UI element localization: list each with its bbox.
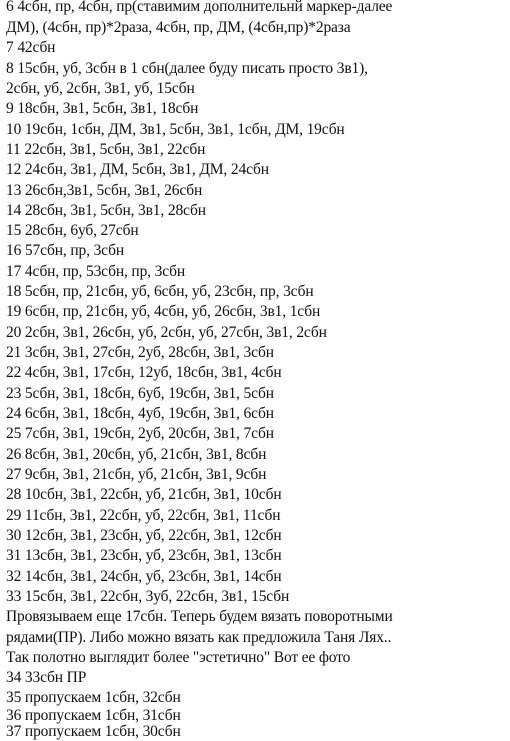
text-line-25: 28 10сбн, 3в1, 22сбн, уб, 21сбн, 3в1, 10сбн (6, 486, 282, 503)
text-line-13: 16 57сбн, пр, 3сбн (6, 242, 124, 259)
text-line-16: 19 6сбн, пр, 21сбн, уб, 4сбн, уб, 26сбн, 3в1, 1сбн (6, 303, 321, 320)
text-line-37: 37 пропускаем 1сбн, 30сбн (6, 723, 181, 740)
text-line-1: 6 4сбн, пр, 4сбн, пр(ставимим дополнительнй маркер-далее (6, 0, 393, 15)
text-line-29: 32 14сбн, 3в1, 24сбн, уб, 23сбн, 3в1, 14сбн (6, 568, 282, 585)
text-line-22: 25 7сбн, 3в1, 19сбн, 2уб, 20сбн, 3в1, 7сбн (6, 425, 274, 442)
text-line-2: ДМ), (4сбн, пр)*2раза, 4сбн, пр, ДМ, (4сбн,пр)*2раза (6, 19, 351, 36)
text-line-5: 2сбн, уб, 2сбн, 3в1, уб, 15сбн (6, 80, 195, 97)
text-line-9: 12 24сбн, 3в1, ДМ, 5сбн, 3в1, ДМ, 24сбн (6, 161, 269, 178)
text-line-19: 22 4сбн, 3в1, 17сбн, 12уб, 18сбн, 3в1, 4сбн (6, 364, 282, 381)
text-line-33: Так полотно выглядит более "эстетично" Вот ее фото (6, 649, 351, 666)
text-line-24: 27 9сбн, 3в1, 21сбн, уб, 21сбн, 3в1, 9сбн (6, 466, 267, 483)
text-line-15: 18 5сбн, пр, 21сбн, уб, 6сбн, уб, 23сбн, пр, 3сбн (6, 283, 314, 300)
text-line-7: 10 19сбн, 1сбн, ДМ, 3в1, 5сбн, 3в1, 1сбн, ДМ, 19сбн (6, 121, 345, 138)
text-line-32: рядами(ПР). Либо можно вязать как предложила Таня Лях.. (6, 629, 392, 646)
text-line-34: 34 33сбн ПР (6, 669, 87, 686)
text-line-14: 17 4сбн, пр, 53сбн, пр, 3сбн (6, 263, 186, 280)
text-line-30: 33 15сбн, 3в1, 22сбн, 3уб, 22сбн, 3в1, 15сбн (6, 588, 290, 605)
text-line-3: 7 42сбн (6, 39, 56, 56)
text-line-4: 8 15сбн, уб, 3сбн в 1 сбн(далее буду писать просто 3в1), (6, 60, 368, 77)
text-line-11: 14 28сбн, 3в1, 5сбн, 3в1, 28сбн (6, 202, 206, 219)
text-line-20: 23 5сбн, 3в1, 18сбн, 6уб, 19сбн, 3в1, 5сбн (6, 385, 274, 402)
text-line-18: 21 3сбн, 3в1, 27сбн, 2уб, 28сбн, 3в1, 3сбн (6, 344, 274, 361)
text-line-10: 13 26сбн,3в1, 5сбн, 3в1, 26сбн (6, 182, 203, 199)
text-line-28: 31 13сбн, 3в1, 23сбн, уб, 23сбн, 3в1, 13сбн (6, 547, 282, 564)
text-line-21: 24 6сбн, 3в1, 18сбн, 4уб, 19сбн, 3в1, 6сбн (6, 405, 274, 422)
text-line-36: 36 пропускаем 1сбн, 31сбн (6, 707, 181, 724)
text-line-6: 9 18сбн, 3в1, 5сбн, 3в1, 18сбн (6, 100, 199, 117)
text-line-23: 26 8сбн, 3в1, 20сбн, уб, 21сбн, 3в1, 8сбн (6, 446, 267, 463)
text-line-12: 15 28сбн, 6уб, 27сбн (6, 222, 139, 239)
text-line-31: Провязываем еще 17сбн. Теперь будем вязать поворотными (6, 608, 393, 625)
text-line-27: 30 12сбн, 3в1, 23сбн, уб, 22сбн, 3в1, 12сбн (6, 527, 282, 544)
text-line-26: 29 11сбн, 3в1, 22сбн, уб, 22сбн, 3в1, 11сбн (6, 507, 281, 524)
text-line-17: 20 2сбн, 3в1, 26сбн, уб, 2сбн, уб, 27сбн, 3в1, 2сбн (6, 324, 327, 341)
text-line-35: 35 пропускаем 1сбн, 32сбн (6, 689, 181, 706)
text-line-8: 11 22сбн, 3в1, 5сбн, 3в1, 22сбн (6, 141, 206, 158)
